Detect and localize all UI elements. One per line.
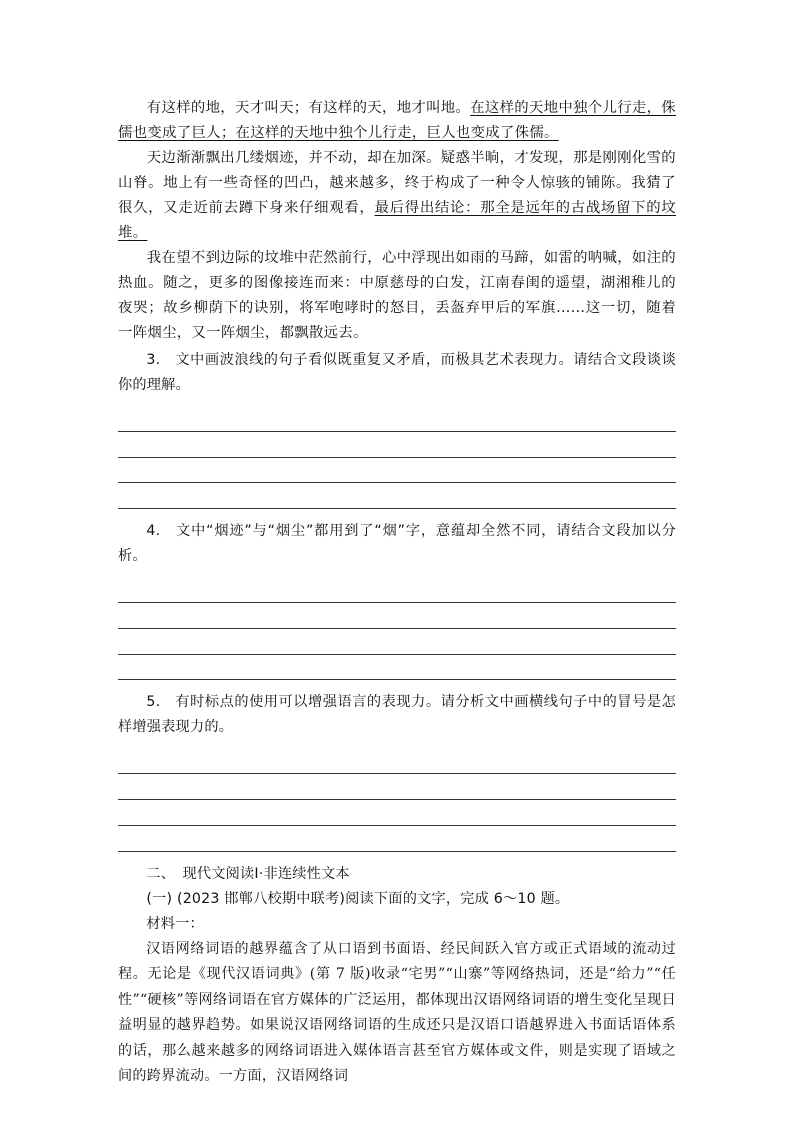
document-page — [118, 96, 676, 1090]
passage-sentence: 有这样的地，天才叫天；有这样的天，地才叫地。 — [146, 100, 471, 116]
passage-paragraph-2 — [118, 146, 676, 246]
question-4: 4. 文中“烟迹”与“烟尘”都用到了“烟”字，意蕴却全然不同，请结合文段加以分析。 — [118, 523, 676, 565]
section-heading: 二、 现代文阅读Ⅰ·非连续性文本 — [146, 865, 350, 882]
answer-line[interactable] — [118, 826, 676, 852]
underlined-sentence: 最后得出结论：那全是远年的古战场留下的坟堆。 — [118, 200, 676, 241]
answer-line[interactable] — [118, 629, 676, 655]
answer-line[interactable] — [118, 458, 676, 484]
answer-line[interactable] — [118, 432, 676, 458]
wavy-underlined-sentence: 在这样的天地中独个儿行走，侏儒也变成了巨人；在这样的天地中独个儿行走，巨人也变成了侏儒。 — [118, 100, 676, 141]
question-3: 3. 文中画波浪线的句子看似既重复又矛盾，而极具艺术表现力。请结合文段谈谈你的理解。 — [118, 352, 676, 393]
passage-paragraph-1 — [118, 96, 676, 146]
answer-line[interactable] — [118, 483, 676, 509]
answer-line[interactable] — [118, 655, 676, 681]
answer-line[interactable] — [118, 577, 676, 603]
passage-paragraph-3: 我在望不到边际的坟堆中茫然前行，心中浮现出如雨的马蹄，如雷的呐喊，如注的热血。随之，更多的图像接连而来：中原慈母的白发，江南春闺的遥望，湖湘稚儿的夜哭；故乡柳荫下的诀别，将军咆哮时的怒目，丢盔弃甲后的军旗……这一切，随着一阵烟尘，又一阵烟尘，都飘散远去。 — [118, 250, 676, 341]
material-title: 材料一： — [146, 915, 204, 932]
material-paragraph: 汉语网络词语的越界蕴含了从口语到书面语、经民间跃入官方或正式语域的流动过程。无论是《现代汉语词典》(第 7 版)收录“宅男”“山寨”等网络热词，还是“给力”“任性”“硬核”等网络词语在官方媒体的广泛运用，都体现出汉语网络词语的增生变化呈现日益明显的越界趋势。如果说汉语网络词语的生成还只是汉语口语越界进入书面话语体系的话，那么越来越多的网络词语进入媒体语言甚至官方媒体或文件，则是实现了语域之间的跨界流动。一方面，汉语网络词 — [118, 940, 676, 1085]
answer-lines-q4[interactable] — [118, 577, 676, 680]
answer-lines-q5[interactable] — [118, 748, 676, 851]
passage-sentence: 天边渐渐飘出几缕烟迹，并不动，却在加深。疑惑半晌，才发现，那是刚刚化雪的山脊。地上有一些奇怪的凹凸，越来越多，终于构成了一种令人惊骇的铺陈。我猜了很久，又走近前去蹲下身来仔细观看， — [118, 150, 676, 216]
answer-line[interactable] — [118, 800, 676, 826]
section-subheading: (一) (2023 邯郸八校期中联考)阅读下面的文字，完成 6～10 题。 — [146, 890, 570, 907]
answer-line[interactable] — [118, 406, 676, 432]
answer-line[interactable] — [118, 603, 676, 629]
question-5: 5. 有时标点的使用可以增强语言的表现力。请分析文中画横线句子中的冒号是怎样增强表现力的。 — [118, 694, 676, 736]
answer-line[interactable] — [118, 774, 676, 800]
answer-lines-q3[interactable] — [118, 406, 676, 509]
answer-line[interactable] — [118, 748, 676, 774]
